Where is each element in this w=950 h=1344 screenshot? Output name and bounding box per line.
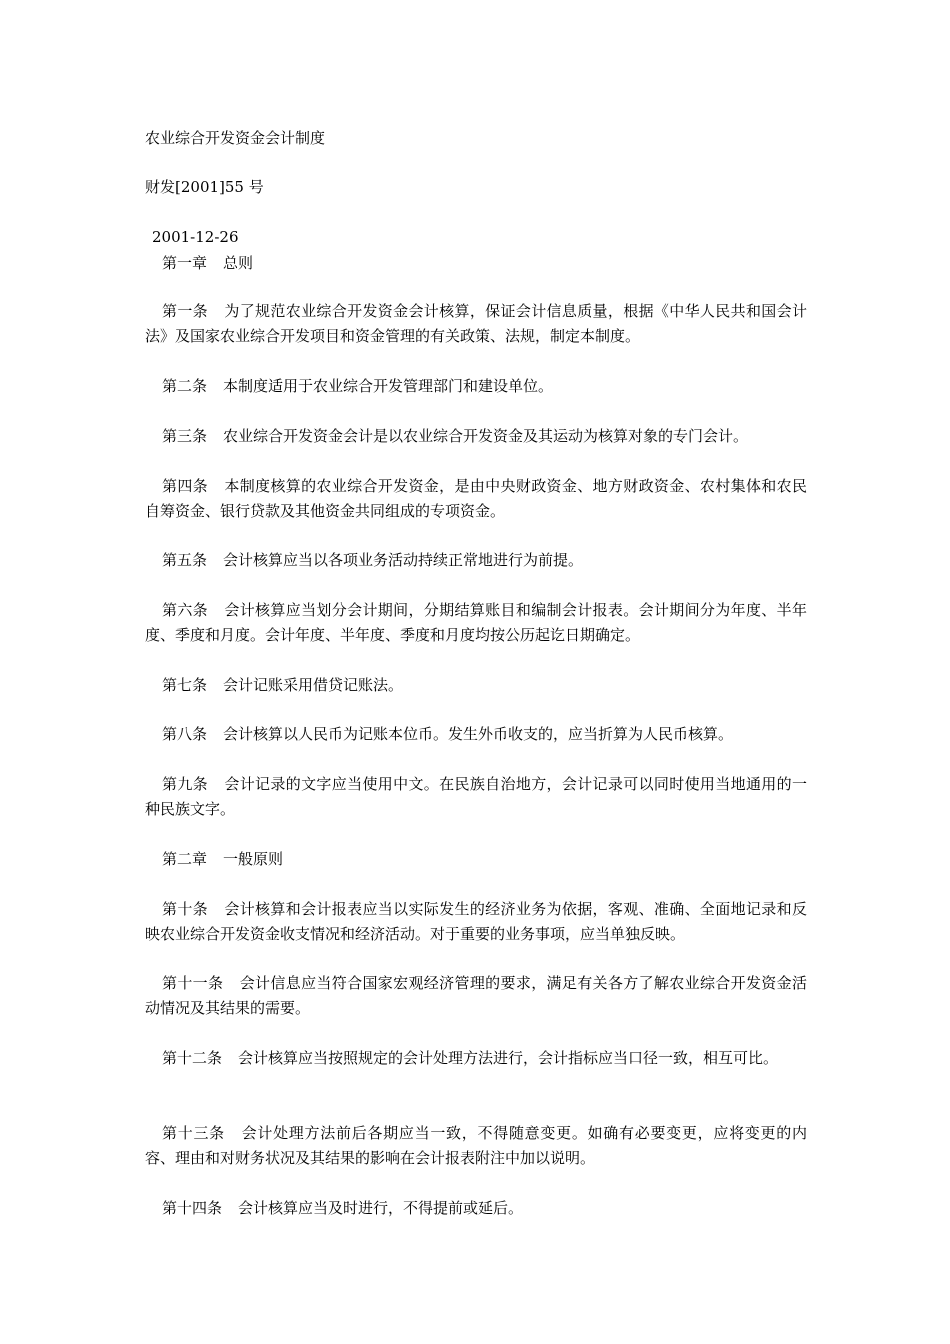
article-5 bbox=[145, 548, 807, 573]
article-text: 会计处理方法前后各期应当一致，不得随意变更。如确有必要变更，应将变更的内容、理由和对财务状况及其结果的影响在会计报表附注中加以说明。 bbox=[145, 1124, 807, 1167]
article-11 bbox=[145, 971, 807, 1021]
article-label: 第六条 bbox=[162, 601, 209, 619]
article-label: 第一条 bbox=[162, 302, 209, 320]
article-text: 会计核算应当以各项业务活动持续正常地进行为前提。 bbox=[223, 551, 584, 569]
article-label: 第五条 bbox=[162, 551, 208, 569]
article-label: 第二条 bbox=[162, 377, 208, 395]
chapter-name: 一般原则 bbox=[223, 850, 284, 868]
article-text: 会计记账采用借贷记账法。 bbox=[223, 676, 404, 694]
article-6 bbox=[145, 598, 807, 648]
article-label: 第九条 bbox=[162, 775, 209, 793]
article-7 bbox=[145, 673, 807, 698]
article-text: 本制度核算的农业综合开发资金，是由中央财政资金、地方财政资金、农村集体和农民自筹资金、银行贷款及其他资金共同组成的专项资金。 bbox=[145, 477, 807, 520]
chapter-heading-1 bbox=[162, 251, 832, 276]
chapter-number: 第二章 bbox=[162, 850, 208, 868]
article-text: 本制度适用于农业综合开发管理部门和建设单位。 bbox=[223, 377, 554, 395]
article-text: 会计核算应当按照规定的会计处理方法进行，会计指标应当口径一致，相互可比。 bbox=[238, 1049, 779, 1067]
article-12 bbox=[145, 1046, 807, 1071]
article-text: 会计核算应当及时进行，不得提前或延后。 bbox=[238, 1199, 524, 1217]
article-text: 会计核算应当划分会计期间，分期结算账目和编制会计报表。会计期间分为年度、半年度、季度和月度。会计年度、半年度、季度和月度均按公历起讫日期确定。 bbox=[145, 601, 807, 644]
article-3 bbox=[145, 424, 807, 449]
chapter-heading-2 bbox=[162, 847, 832, 872]
article-label: 第三条 bbox=[162, 427, 208, 445]
document-title: 农业综合开发资金会计制度 bbox=[145, 129, 326, 147]
article-label: 第四条 bbox=[162, 477, 209, 495]
article-label: 第八条 bbox=[162, 725, 208, 743]
article-text: 会计记录的文字应当使用中文。在民族自治地方，会计记录可以同时使用当地通用的一种民族文字。 bbox=[145, 775, 807, 818]
article-label: 第十条 bbox=[162, 900, 209, 918]
article-14 bbox=[145, 1196, 807, 1221]
article-label: 第十一条 bbox=[162, 974, 224, 992]
article-label: 第十四条 bbox=[162, 1199, 223, 1217]
document-date: 2001-12-26 bbox=[152, 228, 239, 246]
article-label: 第七条 bbox=[162, 676, 208, 694]
article-2 bbox=[145, 374, 807, 399]
chapter-number: 第一章 bbox=[162, 254, 208, 272]
article-9 bbox=[145, 772, 807, 822]
article-text: 会计核算以人民币为记账本位币。发生外币收支的，应当折算为人民币核算。 bbox=[223, 725, 734, 743]
article-text: 会计核算和会计报表应当以实际发生的经济业务为依据，客观、准确、全面地记录和反映农业综合开发资金收支情况和经济活动。对于重要的业务事项，应当单独反映。 bbox=[145, 900, 807, 943]
article-1 bbox=[145, 299, 807, 349]
article-text: 农业综合开发资金会计是以农业综合开发资金及其运动为核算对象的专门会计。 bbox=[223, 427, 749, 445]
article-text: 为了规范农业综合开发资金会计核算，保证会计信息质量，根据《中华人民共和国会计法》及国家农业综合开发项目和资金管理的有关政策、法规，制定本制度。 bbox=[145, 302, 807, 345]
article-10 bbox=[145, 897, 807, 947]
article-4 bbox=[145, 474, 807, 524]
document-number: 财发[2001]55 号 bbox=[145, 178, 264, 196]
article-13 bbox=[145, 1121, 807, 1171]
article-label: 第十二条 bbox=[162, 1049, 223, 1067]
article-label: 第十三条 bbox=[162, 1124, 225, 1142]
chapter-name: 总则 bbox=[223, 254, 254, 272]
article-8 bbox=[145, 722, 807, 747]
article-text: 会计信息应当符合国家宏观经济管理的要求，满足有关各方了解农业综合开发资金活动情况及其结果的需要。 bbox=[145, 974, 807, 1017]
